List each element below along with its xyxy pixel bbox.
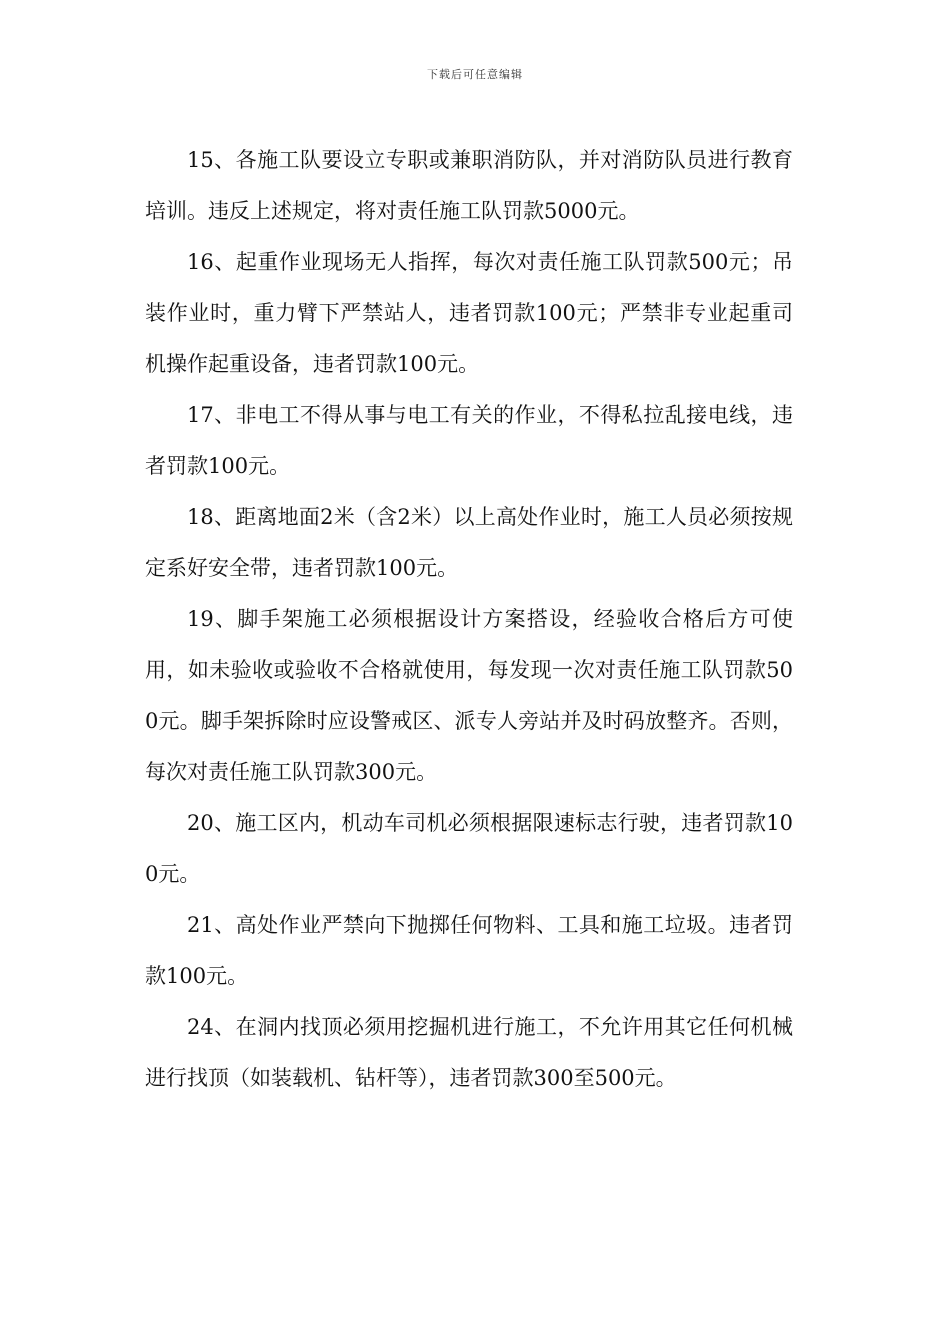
rule-paragraph-17: 17、非电工不得从事与电工有关的作业，不得私拉乱接电线，违者罚款100元。 — [145, 403, 793, 478]
header-note: 下载后可任意编辑 — [427, 68, 523, 81]
rule-paragraph-15: 15、各施工队要设立专职或兼职消防队，并对消防队员进行教育培训。违反上述规定，将对责任施工队罚款5000元。 — [145, 148, 793, 223]
rule-paragraph-21: 21、高处作业严禁向下抛掷任何物料、工具和施工垃圾。违者罚款100元。 — [145, 913, 793, 988]
document-body — [145, 135, 793, 1104]
rule-paragraph-24: 24、在洞内找顶必须用挖掘机进行施工，不允许用其它任何机械进行找顶（如装载机、钻杆等），违者罚款300至500元。 — [145, 1015, 793, 1090]
rule-paragraph-20: 20、施工区内，机动车司机必须根据限速标志行驶，违者罚款100元。 — [145, 811, 793, 886]
rule-paragraph-19: 19、脚手架施工必须根据设计方案搭设，经验收合格后方可使用，如未验收或验收不合格就使用，每发现一次对责任施工队罚款500元。脚手架拆除时应设警戒区、派专人旁站并及时码放整齐。否则，每次对责任施工队罚款300元。 — [145, 607, 793, 784]
rule-paragraph-18: 18、距离地面2米（含2米）以上高处作业时，施工人员必须按规定系好安全带，违者罚款100元。 — [145, 505, 793, 580]
rule-paragraph-16: 16、起重作业现场无人指挥，每次对责任施工队罚款500元；吊装作业时，重力臂下严禁站人，违者罚款100元；严禁非专业起重司机操作起重设备，违者罚款100元。 — [145, 250, 793, 376]
